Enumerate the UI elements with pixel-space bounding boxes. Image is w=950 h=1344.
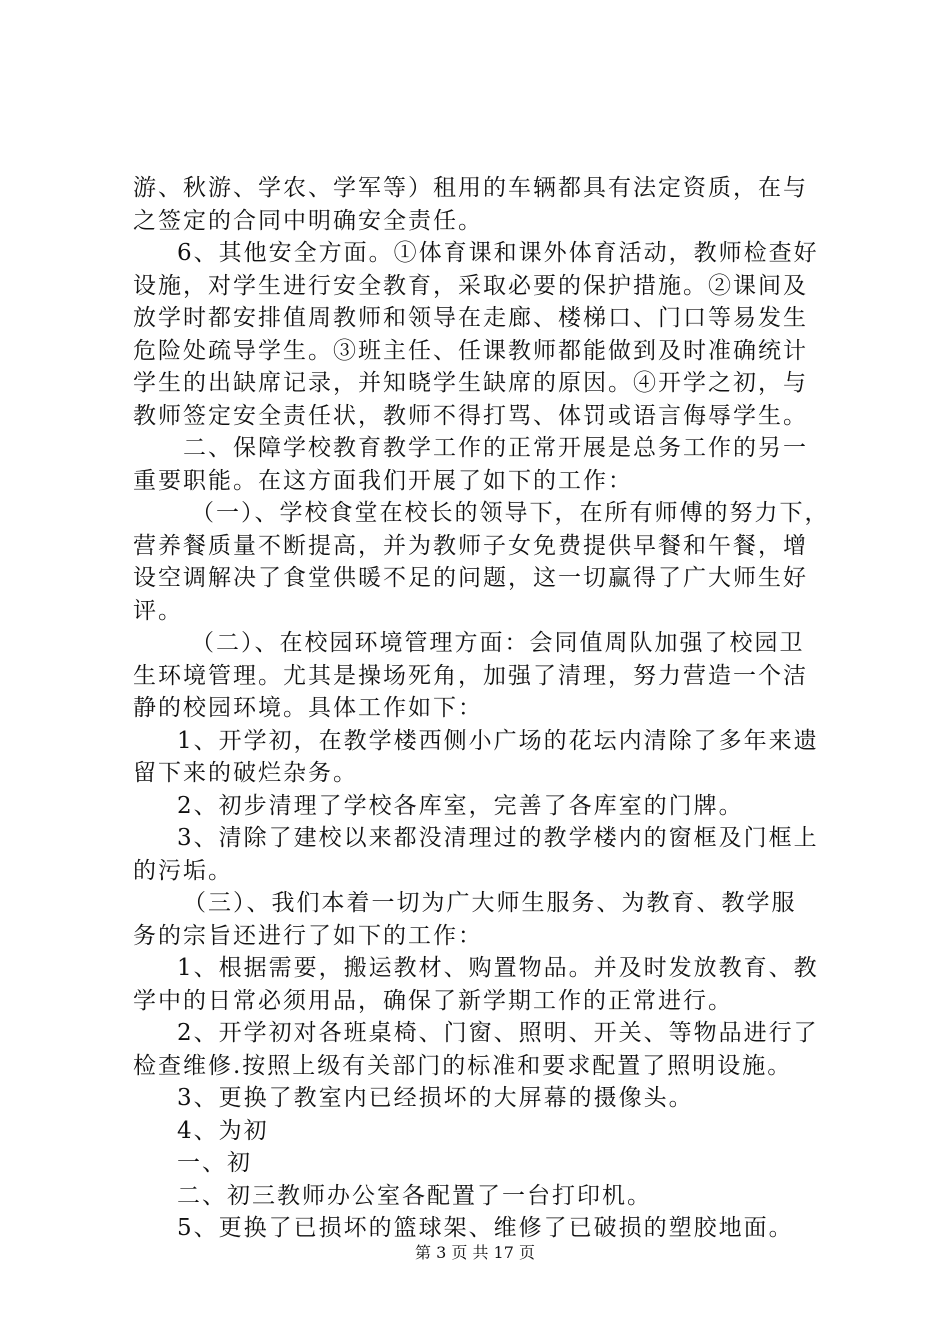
text-line: 危险处疏导学生。③班主任、任课教师都能做到及时准确统计	[133, 337, 808, 364]
text-line: 生环境管理。尤其是操场死角，加强了清理，努力营造一个洁	[133, 662, 808, 689]
text-line: （一）、学校食堂在校长的领导下，在所有师傅的努力下，	[191, 500, 830, 526]
text-line: 二、保障学校教育教学工作的正常开展是总务工作的另一	[183, 435, 808, 461]
text-line: （二）、在校园环境管理方面：会同值周队加强了校园卫	[191, 630, 805, 656]
text-line: 检查维修.按照上级有关部门的标准和要求配置了照明设施。	[133, 1052, 793, 1079]
text-line: 务的宗旨还进行了如下的工作：	[133, 922, 483, 949]
text-line: 游、秋游、学农、学军等）租用的车辆都具有法定资质，在与	[133, 175, 808, 201]
text-line: 重要职能。在这方面我们开展了如下的工作：	[133, 467, 633, 494]
text-line: 3、清除了建校以来都没清理过的教学楼内的窗框及门框上	[177, 825, 819, 851]
text-line: 1、开学初，在教学楼西侧小广场的花坛内清除了多年来遗	[177, 727, 819, 754]
text-line: （三）、我们本着一切为广大师生服务、为教育、教学服	[183, 890, 797, 916]
text-line: 2、开学初对各班桌椅、门窗、照明、开关、等物品进行了	[177, 1020, 819, 1046]
page-number-footer: 第 3 页 共 17 页	[415, 1243, 535, 1262]
text-line: 设施，对学生进行安全教育，采取必要的保护措施。②课间及	[133, 272, 808, 299]
text-line: 2、初步清理了学校各库室，完善了各库室的门牌。	[177, 792, 744, 819]
text-line: 留下来的破烂杂务。	[133, 760, 358, 786]
text-line: 5、更换了已损坏的篮球架、维修了已破损的塑胶地面。	[177, 1215, 794, 1241]
text-line: 教师签定安全责任状，教师不得打骂、体罚或语言侮辱学生。	[133, 402, 808, 429]
text-line: 营养餐质量不断提高，并为教师子女免费提供早餐和午餐，增	[133, 532, 808, 559]
text-line: 3、更换了教室内已经损坏的大屏幕的摄像头。	[177, 1085, 694, 1111]
text-line: 之签定的合同中明确安全责任。	[133, 207, 483, 234]
text-line: 设空调解决了食堂供暖不足的问题，这一切赢得了广大师生好	[133, 565, 808, 591]
text-line: 学生的出缺席记录，并知晓学生缺席的原因。④开学之初，与	[133, 370, 808, 396]
text-line: 评。	[133, 597, 183, 624]
text-line: 1、根据需要，搬运教材、购置物品。并及时发放教育、教	[177, 955, 819, 981]
text-line: 静的校园环境。具体工作如下：	[133, 695, 483, 721]
text-line: 一、初	[177, 1150, 252, 1176]
document-body	[133, 172, 833, 1245]
text-line: 4、为初	[177, 1117, 269, 1144]
text-line: 学中的日常必须用品，确保了新学期工作的正常进行。	[133, 987, 733, 1014]
text-line: 放学时都安排值周教师和领导在走廊、楼梯口、门口等易发生	[133, 305, 808, 331]
text-line: 6、其他安全方面。①体育课和课外体育活动，教师检查好	[177, 240, 819, 266]
text-line: 的污垢。	[133, 857, 233, 884]
text-line: 二、初三教师办公室各配置了一台打印机。	[177, 1182, 652, 1209]
